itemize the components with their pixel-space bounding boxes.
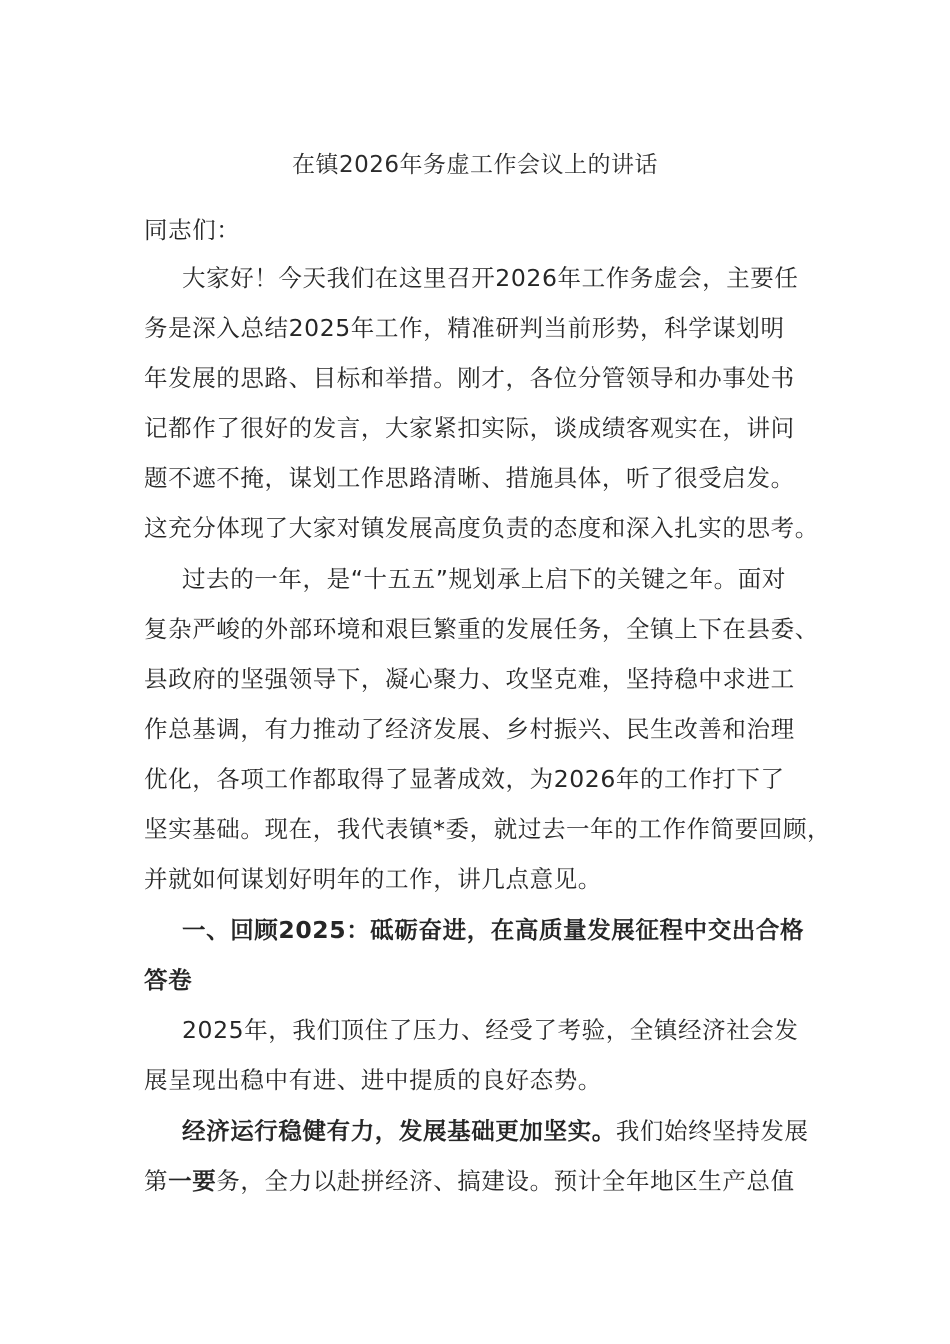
paragraph-text: 我们始终坚持发展 xyxy=(615,1117,809,1145)
body-line: 2025年，我们顶住了压力、经受了考验，全镇经济社会发 xyxy=(182,1016,799,1044)
body-line: 复杂严峻的外部环境和艰巨繁重的发展任务，全镇上下在县委、 xyxy=(144,615,819,643)
paragraph-text: 务，全力以赴拼经济、搞建设。预计全年地区生产总值 xyxy=(216,1167,795,1195)
paragraph-lead: 经济运行稳健有力，发展基础更加坚实。 xyxy=(182,1117,616,1145)
body-line: 作总基调，有力推动了经济发展、乡村振兴、民生改善和治理 xyxy=(144,715,795,743)
body-line: 展呈现出稳中有进、进中提质的良好态势。 xyxy=(144,1066,602,1094)
body-line xyxy=(144,1163,824,1199)
body-line: 题不遮不掩，谋划工作思路清晰、措施具体，听了很受启发。 xyxy=(144,464,795,492)
paragraph-text: 第 xyxy=(144,1167,169,1195)
body-line: 并就如何谋划好明年的工作，讲几点意见。 xyxy=(144,865,602,893)
salutation: 同志们： xyxy=(144,216,241,244)
body-line: 优化，各项工作都取得了显著成效，为2026年的工作打下了 xyxy=(144,765,785,793)
section-heading: 一、回顾2025：砥砺奋进，在高质量发展征程中交出合格 xyxy=(182,916,805,944)
body-line: 过去的一年，是“十五五”规划承上启下的关键之年。面对 xyxy=(182,565,786,593)
body-line: 务是深入总结2025年工作，精准研判当前形势，科学谋划明 xyxy=(144,314,785,342)
body-line: 大家好！今天我们在这里召开2026年工作务虚会，主要任 xyxy=(182,264,799,292)
section-heading: 答卷 xyxy=(144,966,193,994)
emphasis-text: 一要 xyxy=(168,1167,217,1195)
body-line: 年发展的思路、目标和举措。刚才，各位分管领导和办事处书 xyxy=(144,364,795,392)
body-line xyxy=(182,1113,862,1149)
body-line: 县政府的坚强领导下，凝心聚力、攻坚克难，坚持稳中求进工 xyxy=(144,665,795,693)
document-title: 在镇2026年务虚工作会议上的讲话 xyxy=(291,152,659,178)
body-line: 记都作了很好的发言，大家紧扣实际，谈成绩客观实在，讲问 xyxy=(144,414,795,442)
body-line: 坚实基础。现在，我代表镇*委，就过去一年的工作作简要回顾， xyxy=(144,815,832,843)
body-line: 这充分体现了大家对镇发展高度负责的态度和深入扎实的思考。 xyxy=(144,514,819,542)
